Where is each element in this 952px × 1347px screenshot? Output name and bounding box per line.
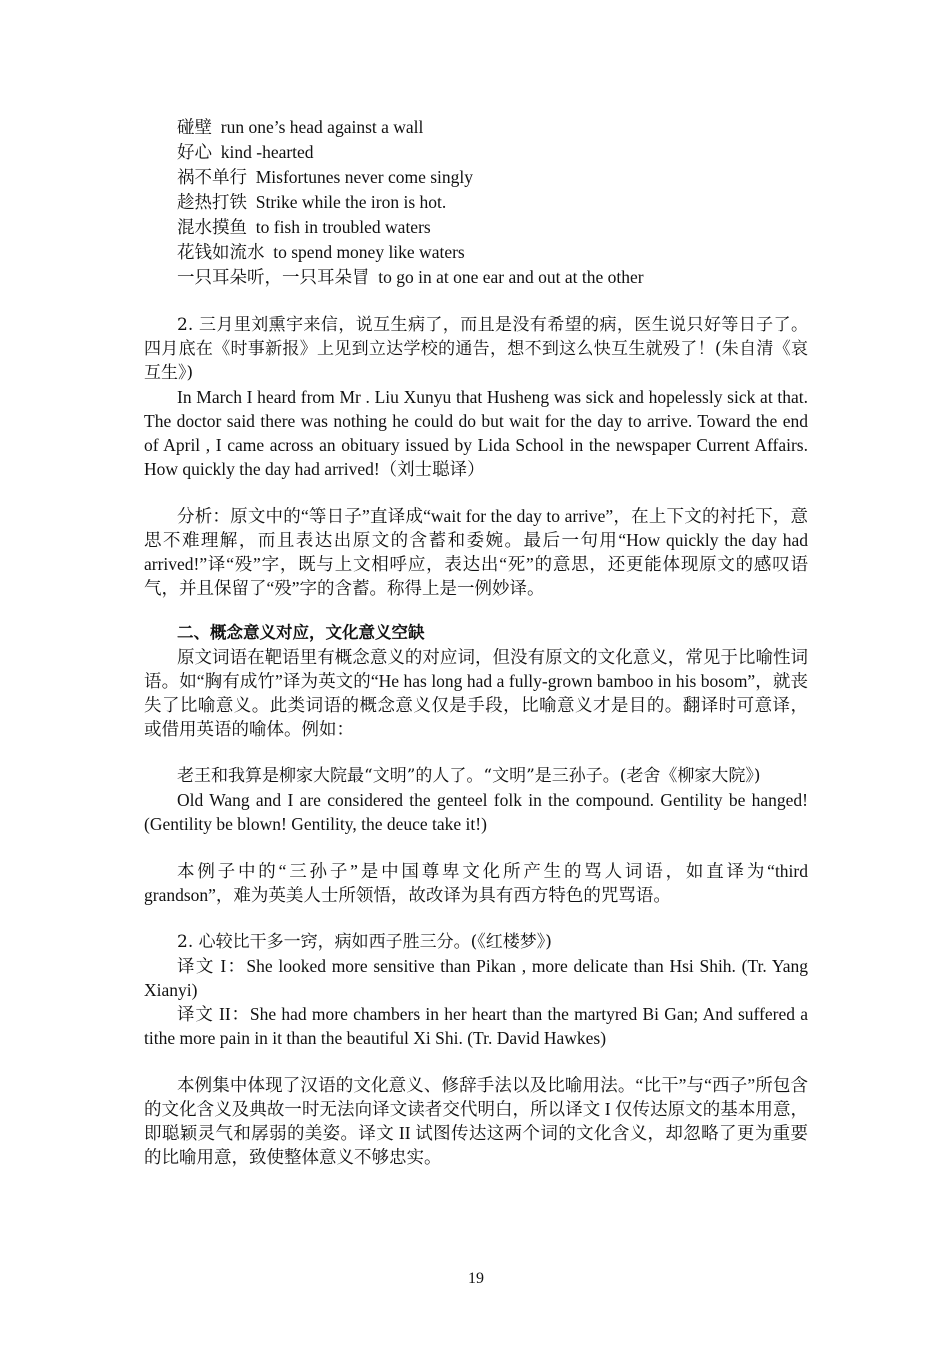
- section-heading: 二、概念意义对应，文化意义空缺: [177, 623, 425, 642]
- translation-one-text: 译文 I：She looked more sensitive than Pikan , more delicate than Hsi Shih. (Tr. Yang Xianyi): [144, 956, 808, 1000]
- idiom-english: to go in at one ear and out at the other: [378, 267, 644, 287]
- idiom-item: [144, 115, 808, 140]
- idiom-item: [144, 165, 808, 190]
- idiom-list: [144, 115, 808, 290]
- idiom-chinese: 祸不单行: [177, 167, 247, 187]
- example-comment-paragraph: 本例子中的“三孙子”是中国尊卑文化所产生的骂人词语，如直译为“third grandson”，难为英美人士所领悟，故改译为具有西方特色的咒骂语。: [144, 861, 808, 905]
- idiom-item: [144, 140, 808, 165]
- example-comment-paragraph: 本例集中体现了汉语的文化意义、修辞手法以及比喻用法。“比干”与“西子”所包含的文化含义及典故一时无法向译文读者交代明白，所以译文 I 仅传达原文的基本用意，即聪颖灵气和孱弱的美姿。译文 II 试图传达这两个词的文化含义，却忽略了更为重要的比喻用意，致使整体意义不够忠实。: [144, 1075, 808, 1167]
- example-source-text: 老王和我算是柳家大院最“文明”的人了。“文明”是三孙子。(老舍《柳家大院》): [177, 766, 761, 786]
- translation-two-text: 译文 II：She had more chambers in her heart than the martyred Bi Gan; And suffered a tithe more pain in it than the beautiful Xi Shi. (Tr. David Hawkes): [144, 1004, 808, 1048]
- section-intro-paragraph: 原文词语在靶语里有概念意义的对应词，但没有原文的文化意义，常见于比喻性词语。如“胸有成竹”译为英文的“He has long had a fully-grown bamboo in his bosom”，就丧失了比喻意义。此类词语的概念意义仅是手段，比喻意义才是目的。翻译时可意译，或借用英语的喻体。例如：: [144, 647, 808, 739]
- analysis-paragraph: 分析：原文中的“等日子”直译成“wait for the day to arrive”，在上下文的衬托下，意思不难理解，而且表达出原文的含蓄和委婉。最后一句用“How quickly the day had arrived!”译“殁”字，既与上文相呼应，表达出“死”的意思，还更能体现原文的感叹语气，并且保留了“殁”字的含蓄。称得上是一例妙译。: [144, 506, 808, 598]
- example-translation-text: Old Wang and I are considered the genteel folk in the compound. Gentility be hanged! (Gentility be blown! Gentility, the deuce take it!): [144, 790, 808, 834]
- page-body: [144, 115, 808, 1169]
- idiom-chinese: 混水摸鱼: [177, 217, 247, 237]
- idiom-chinese: 花钱如流水: [177, 242, 265, 262]
- idiom-chinese: 趁热打铁: [177, 192, 247, 212]
- example-translation-text: In March I heard from Mr . Liu Xunyu that Husheng was sick and hopelessly sick at that. The doctor said there was nothing he could do but wait for the day to arrive. Toward the end of April , I came across an obituary issued by Lida School in the newspaper Current Affairs. How quickly the day had arrived!（刘士聪译）: [144, 387, 808, 479]
- example-source-text: 2. 三月里刘熏宇来信，说互生病了，而且是没有希望的病，医生说只好等日子了。四月底在《时事新报》上见到立达学校的通告，想不到这么快互生就殁了！(朱自清《哀互生》): [144, 315, 808, 383]
- idiom-english: to fish in troubled waters: [255, 217, 431, 237]
- idiom-english: kind -hearted: [220, 142, 314, 162]
- idiom-chinese: 碰壁: [177, 117, 212, 137]
- example-source-text: 2. 心较比干多一窍，病如西子胜三分。(《红楼梦》): [177, 932, 552, 952]
- idiom-english: run one’s head against a wall: [220, 117, 424, 137]
- idiom-item: [144, 190, 808, 215]
- idiom-english: Misfortunes never come singly: [255, 167, 473, 187]
- idiom-item: [144, 215, 808, 240]
- idiom-item: [144, 240, 808, 265]
- idiom-english: Strike while the iron is hot.: [255, 192, 447, 212]
- idiom-chinese: 好心: [177, 142, 212, 162]
- idiom-item: [144, 265, 808, 290]
- page-number: 19: [468, 1270, 484, 1287]
- idiom-english: to spend money like waters: [273, 242, 465, 262]
- idiom-chinese: 一只耳朵听，一只耳朵冒: [177, 267, 370, 287]
